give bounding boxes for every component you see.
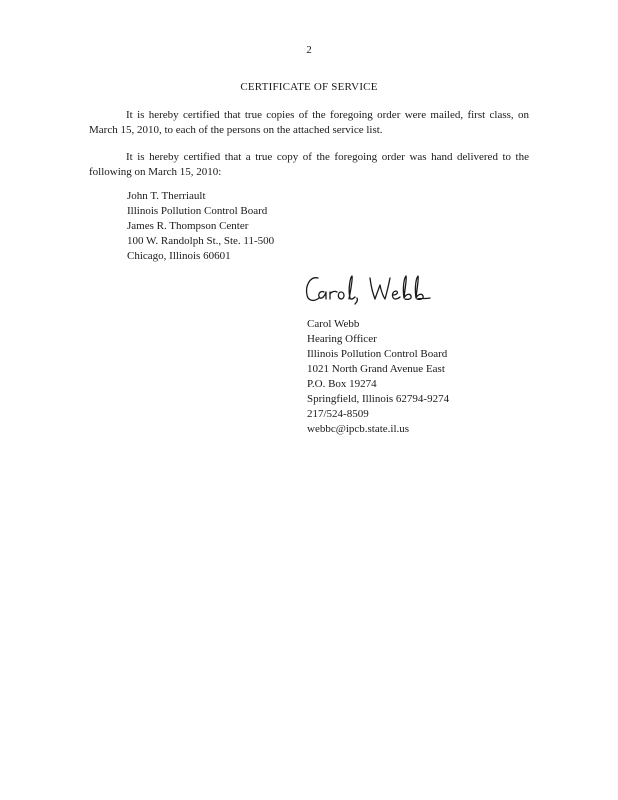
recipient-street: 100 W. Randolph St., Ste. 11-500: [127, 235, 275, 247]
paragraph-mailed: It is hereby certified that true copies of the foregoing order were mailed, first class, on March 15, 2010, to each of the persons on the attached service list.: [89, 109, 529, 136]
signatory-block: [307, 317, 527, 437]
recipient-city: Chicago, Illinois 60601: [127, 250, 231, 262]
signatory-email: webbc@ipcb.state.il.us: [307, 423, 410, 435]
signatory-title: Hearing Officer: [307, 333, 377, 345]
signatory-city: Springfield, Illinois 62794-9274: [307, 393, 450, 405]
signatory-street: 1021 North Grand Avenue East: [307, 363, 445, 375]
recipient-building: James R. Thompson Center: [127, 220, 249, 232]
signatory-organization: Illinois Pollution Control Board: [307, 348, 448, 360]
signatory-po-box: P.O. Box 19274: [307, 378, 377, 390]
signatory-name: Carol Webb: [307, 318, 360, 330]
page-number: 2: [306, 44, 312, 56]
signatory-phone: 217/524-8509: [307, 408, 369, 420]
paragraph-hand-delivered: It is hereby certified that a true copy of the foregoing order was hand delivered to the following on March 15, 2010:: [89, 151, 529, 178]
certificate-title: CERTIFICATE OF SERVICE: [240, 81, 378, 93]
recipient-address-block: [127, 189, 347, 264]
handwritten-signature: [300, 268, 450, 312]
recipient-name: John T. Therriault: [127, 190, 206, 202]
recipient-organization: Illinois Pollution Control Board: [127, 205, 268, 217]
